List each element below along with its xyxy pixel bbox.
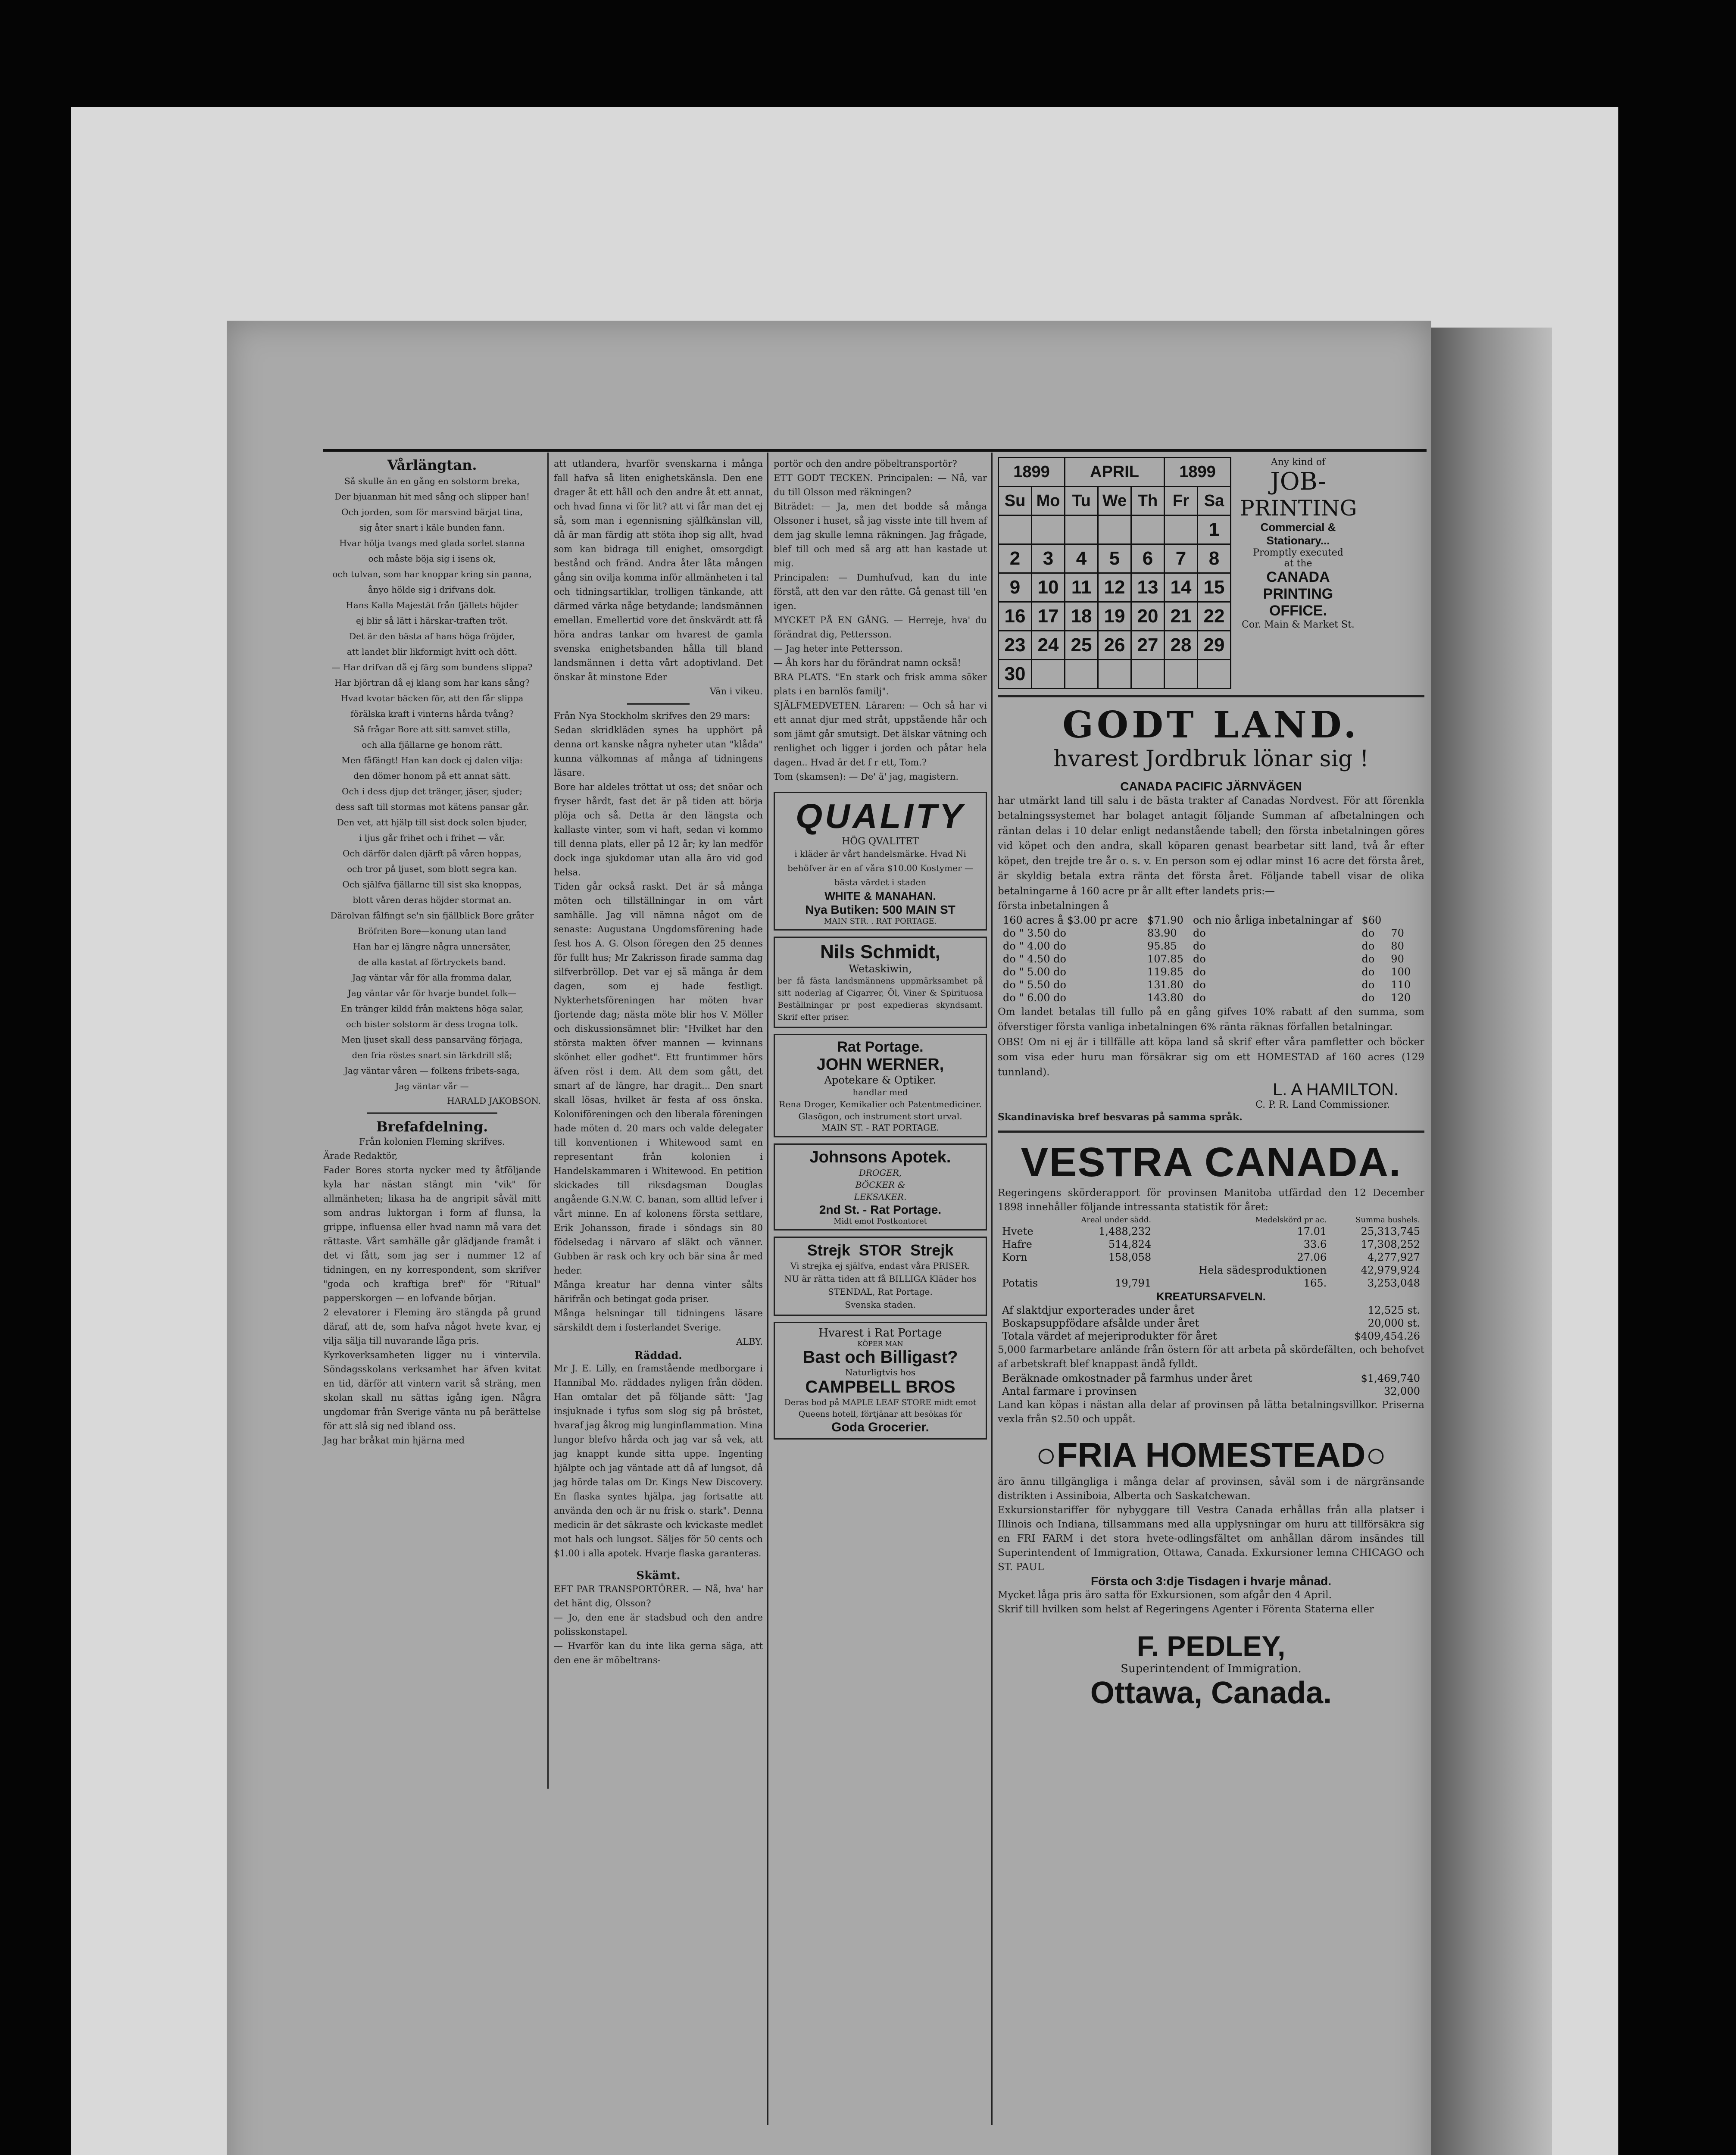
divider (998, 695, 1424, 697)
kreatur-row (999, 1304, 1424, 1316)
vestra-text-3: Land kan köpas i nästan alla delar af provinsen på lätta betalningsvillkor. Priserna vexla från $2.50 och uppåt. (998, 1399, 1424, 1425)
calendar-day (1165, 515, 1198, 544)
heading-d: Skämt. (636, 1569, 681, 1582)
price-row (999, 992, 1415, 1004)
calendar (998, 457, 1231, 689)
vestra-text-2: 5,000 farmarbetare anlände från östern för att arbeta på skördefälten, och behofvet af arbetskraft blef knappast ändå fylldt. (998, 1344, 1424, 1370)
stat-col-head: Areal under sädd. (1081, 1215, 1152, 1224)
farmers-label: Antal farmare i provinsen (1002, 1385, 1137, 1397)
kreatur-head: KREATURSAFVELN. (1156, 1290, 1266, 1303)
calendar-day-header: Su (999, 487, 1032, 515)
heading-c: Räddad. (634, 1349, 682, 1362)
printing-line-11: Cor. Main & Market St. (1242, 619, 1355, 630)
calendar-day: 12 (1098, 573, 1131, 602)
calendar-day: 4 (1065, 544, 1098, 573)
campbell-ad (774, 1322, 987, 1440)
stat-row (999, 1225, 1424, 1237)
article-text-d: BRA PLATS. "En stark och frisk amma söker plats i en barnlös familj". (774, 672, 987, 696)
signature-b: ALBY. (736, 1337, 763, 1347)
quality-sub: HÖG QVALITET (842, 836, 919, 847)
stat-cell: Korn (1002, 1251, 1027, 1263)
werner-head: Rat Portage. (837, 1039, 924, 1055)
werner-name: JOHN WERNER, (816, 1056, 944, 1074)
calendar-day: 25 (1065, 631, 1098, 660)
poem-title: Vårlängtan. (387, 457, 477, 473)
calendar-day: 1 (1198, 515, 1231, 544)
campbell-head: Hvarest i Rat Portage (818, 1327, 942, 1340)
calendar-month: APRIL (1065, 458, 1165, 487)
stat-cell: $409,454.26 (1354, 1330, 1420, 1342)
article-text-e: SJÄLFMEDVETEN. Läraren: — Och så har vi ett annat djur med stråt, uppstående hår och som jämt går smutsigt. Det älskar vätning och renlighet och ligger i jorden och påtar hela dagen.. Hvad är det f r ett, Tom.? Tom (skamsen): — De' ä' jag, magistern. (774, 700, 987, 782)
calendar-week (999, 660, 1231, 689)
schmidt-place: Wetaskiwin, (849, 963, 912, 975)
calendar-week (999, 602, 1231, 631)
calendar-day (1131, 660, 1165, 689)
price-cell: 131.80 (1147, 979, 1183, 991)
calendar-day: 28 (1165, 631, 1198, 660)
godt-land-railway: CANADA PACIFIC JÄRNVÄGEN (1120, 780, 1302, 793)
werner-title: Apotekare & Optiker. (824, 1074, 937, 1086)
homestead-dates: Första och 3:dje Tisdagen i hvarje månad. (1090, 1574, 1332, 1588)
calendar-day: 24 (1032, 631, 1065, 660)
calendar-day: 19 (1098, 602, 1131, 631)
price-cell: do (1361, 966, 1375, 978)
calendar-day: 11 (1065, 573, 1098, 602)
calendar-day: 10 (1032, 573, 1065, 602)
calendar-day: 16 (999, 602, 1032, 631)
price-row (999, 927, 1415, 939)
campbell-end: Goda Grocerier. (831, 1420, 929, 1434)
campbell-firm: CAMPBELL BROS (805, 1377, 955, 1396)
price-cell: do (1361, 940, 1375, 952)
article-text-d: EFT PAR TRANSPORTÖRER. — Nå, hva' har det hänt dig, Olsson? — Jo, den ene är stadsbud och den andre polisskonstapel. — Hvarför kan du inte lika gerna säga, att den ene är möbeltrans- (554, 1584, 763, 1665)
column-rule (991, 453, 993, 2125)
calendar-day: 6 (1131, 544, 1165, 573)
vestra-intro: Regeringens skörderapport för provinsen Manitoba utfärdad den 12 December 1898 innehåller följande intressanta statistik för året: (998, 1187, 1424, 1213)
price-cell: do (1193, 992, 1206, 1004)
price-cell: 100 (1391, 966, 1411, 978)
stat-table (998, 1215, 1424, 1290)
printing-line-10: OFFICE. (1269, 603, 1327, 619)
stat-cell: 25,313,745 (1361, 1225, 1420, 1237)
calendar-day: 26 (1098, 631, 1131, 660)
stat-total-row (999, 1264, 1424, 1276)
campbell-text: Naturligtvis hos (845, 1367, 916, 1377)
stat-cell: 42,979,924 (1361, 1264, 1420, 1276)
calendar-day (1165, 660, 1198, 689)
quality-logo: QUALITY (795, 797, 965, 835)
godt-land-text: har utmärkt land till salu i de bästa trakter af Canadas Nordvest. För att förenkla betalningssystemet har bolaget antagit följande Summan af afbetalningen och räntan delas i 10 delar enligt nedanstående tabell; den första inbetalningen göres vid köpet och den andra, skall köparen genast bearbetar sitt land, två år efter köpet, den trejde tre år o. s. v. En person som ej odlar minst 16 acre det första året, är skyldig betala extra ränta det första året. Följande tabell visar de olika betalningarne å 160 acre pr år allt efter landets pris:— (998, 795, 1424, 897)
column-2 (554, 457, 763, 1668)
farmers-value: 32,000 (1384, 1385, 1420, 1397)
column-1 (323, 457, 541, 1448)
godt-land-text-2: Om landet betalas till fullo på en gång gifves 10% rabatt af den summa, som öfverstiger första vanliga inbetalningen 6% ränta räknas förfallen betalningar. OBS! Om ni ej är i tillfälle att köpa land så skrif efter våra pamfletter och böcker som visa eder huru man försäkrar sig om ett HOMESTAD af 160 acres (129 tunnland). (998, 1006, 1424, 1078)
printing-line-6: Promptly executed (1253, 547, 1343, 558)
article-text-b: ETT GODT TECKEN. Principalen: — Nå, var du till Olsson med räkningen? Biträdet: — Ja, men det bodde så många Olssoner i huset, så jag visste inte till hvem af dem jag skulle lemna räkningen. Jag frågade, blef till och med så arg att han kastade ut mig. Principalen: — Dumhufvud, kan du inte förstå, att den var den rätte. Gå genast till 'en igen. (774, 473, 987, 611)
price-cell: do " 6.00 do (1003, 992, 1066, 1004)
godt-land-signature: L. A HAMILTON. (1273, 1080, 1399, 1099)
johnsons-ad (774, 1143, 987, 1231)
price-cell: do " 5.50 do (1003, 979, 1066, 991)
column-3 (774, 457, 987, 1446)
circle-ornament-icon: ○ (1036, 1436, 1057, 1474)
calendar-day: 14 (1165, 573, 1198, 602)
printing-line-3: PRINTING (1240, 496, 1357, 521)
printing-line-2: JOB- (1270, 468, 1326, 496)
stat-col-head: Medelskörd pr ac. (1255, 1215, 1327, 1224)
stat-blank (999, 1215, 1054, 1224)
calendar-day (1131, 515, 1165, 544)
divider (367, 1112, 497, 1114)
calc-label: Beräknade omkostnader på farmhus under året (1002, 1372, 1252, 1384)
calendar-day (1032, 515, 1065, 544)
stat-cell: 19,791 (1115, 1277, 1152, 1289)
price-cell: do (1193, 940, 1206, 952)
stat-cell: 3,253,048 (1367, 1277, 1420, 1289)
price-cell: 95.85 (1147, 940, 1177, 952)
calendar-day: 29 (1198, 631, 1231, 660)
werner-text: handlar med Rena Droger, Kemikalier och Patentmediciner. Glasögon, och instrument stort urval. (779, 1087, 982, 1121)
calendar-day (1098, 660, 1131, 689)
stat-row (999, 1251, 1424, 1263)
header-rule (323, 449, 1427, 452)
price-cell: 120 (1391, 992, 1411, 1004)
homestead-title (998, 1435, 1424, 1475)
article-text-a: att utlandera, hvarför svenskarna i många fall hafva så liten enighetskänsla. Den ene drager åt ett håll och den andre åt ett annat, och hvad finna vi för lit? att vi får man det ej så, som man i egennisning själfkänslan vill, då är man färdig att stöta ihop sig allt, hvad som kan bidraga till enighet, omsorgdigt bestånd och fränd. Andra åter låta mången gång sin ovilja komma inför allmänheten i tal och tidningsartiklar, trolligen tänkande, att därmed värka någe betydande; landsmännen emellan. Emellertid vore det önskvärdt att få höra andras tankar om hvarest de gamla svenska enighetsbanden hålla till bland landsmännen i detta vårt adoptivland. Det önskar åt minstone Eder (554, 459, 763, 682)
quality-firm: WHITE & MANAHAN. (824, 890, 936, 903)
stat-row (999, 1277, 1424, 1289)
printing-ad (1240, 457, 1356, 630)
poem-text: Så skulle än en gång en solstorm breka, Der bjuanman hit med sång och slipper han! Och jorden, som för marsvind bärjat tina, sig åter snart i käle bunden fann. Hvar hölja tvangs med glada sorlet stanna och måste böja sig i isens ok, och tulvan, som har knoppar kring sin panna, ånyo hölde sig i drifvans dok. Hans Kalla Majestät från fjällets höjder ej blir så lätt i härskar-traften tröt. Det är den bästa af hans höga fröjder, att landet blir likformigt hvitt och dött. — Har drifvan då ej färg som bundens slippa? Har björtran då ej klang som har kans sång? Hvad kvotar bäcken för, att den får slippa förälska kraft i vinterns hårda tvång? Så frågar Bore att sitt samvet stilla, och alla fjällarne ge honom rätt. Men fåfängt! Han kan dock ej dalen vilja: den dömer honom på ett annat sätt. Och i dess djup det tränger, jäser, sjuder; dess saft till stormas mot kätens pansar går. Den vet, att hjälp till sist dock solen bjuder, i ljus går frihet och i frihet — vår. Och därför dalen djärft på våren hoppas, och tror på ljuset, som blott segra kan. Och själfva fjällarne till sist ska knoppas, blott våren deras höjder stormat an. Därolvan fålfingt se'n sin fjällblick Bore gråter Bröfriten Bore—konung utan land Han har ej längre några unnersäter, de alla kastat af förtryckets band. Jag väntar vår för alla fromma dalar, Jag väntar vår för hvarje bundet folk— En tränger kildd från maktens höga salar, och bister solstorm är dess trogna tolk. Men ljuset skall dess pansarväng förjaga, den fria röstes snart sin lärkdrill slå; Jag väntar våren — folkens fribets-saga, Jag väntar vår — (330, 476, 534, 1091)
calendar-day: 21 (1165, 602, 1198, 631)
calendar-day: 17 (1032, 602, 1065, 631)
calendar-day: 20 (1131, 602, 1165, 631)
calendar-day: 27 (1131, 631, 1165, 660)
johnsons-note: Midt emot Postkontoret (834, 1217, 927, 1226)
price-cell: $71.90 (1147, 914, 1183, 926)
calendar-week (999, 573, 1231, 602)
schmidt-ad (774, 937, 987, 1028)
price-cell: do " 3.50 do (1003, 927, 1066, 939)
stat-cell: Hela sädesproduktionen (1199, 1264, 1327, 1276)
stat-header-row (999, 1215, 1424, 1224)
price-cell: 107.85 (1147, 953, 1183, 965)
column-rule (547, 453, 549, 1789)
quality-address: Nya Butiken: 500 MAIN ST (805, 903, 955, 916)
article-text-c: Mr J. E. Lilly, en framstående medborgare i Hannibal Mo. räddades nyligen från döden. Han omtalar det på följande sätt: "Jag insjuknade i tyfus som slog sig på bröstet, hvaraf jag åkrog mig lunginflammation. Mina lungor blefvo hårda och jag var så vek, att jag knappt kunde sitta uppe. Ingenting hjälpte och jag väntade att då af lungsot, då jag hörde talas om Dr. Kings New Discovery. En flaska syntes hjälpa, jag fortsatte att använda den och är nu frisk o. stark". Denna medicin är det säkraste och kvickaste medlet mot hals och lungsot. Säljes för 50 cents och $1.00 i alla apotek. Hvarje flaska garanteras. (554, 1363, 763, 1558)
price-cell: do " 4.00 do (1003, 940, 1066, 952)
quality-text: i kläder är vårt handelsmärke. Hvad Ni behöfver är en af våra $10.00 Kostymer — bästa värdet i staden (787, 849, 973, 887)
kreatur-row (999, 1330, 1424, 1342)
calendar-day: 18 (1065, 602, 1098, 631)
stat-cell: 514,824 (1108, 1238, 1152, 1250)
stat-cell: Totala värdet af mejeriprodukter för året (1002, 1330, 1217, 1342)
letter-text: Ärade Redaktör, Fader Bores storta nycker med ty åtföljande kyla har nästan stängt min "vik" för allmänheten; likasa ha de angripit såväl mitt som andras luktorgan i form af flunsa, la grippe, influensa eller hvad namn må vara det rättaste. Vårt samhälle går glädjande framåt i det vi fått, som jag ser i nummer 12 af tidningen, en ny korrespondent, som skrifver "goda och kraftiga bref" för "Ritual" papperskorgen — en lofvande början. 2 elevatorer i Fleming äro stängda på grund däraf, att de, som hafva något hvete kvar, ej vilja sälja till nuvarande låga pris. Kyrkoverksamheten ligger nu i vintervila. Söndagsskolans verksamhet har äfven kvitat en tid, därför att vintern varit så sträng, men skolan skall nu sättas igång igen. Några ungdomar från Sverige vänta nu på berättelse för att slå sig ned ibland oss. Jag har bråkat min hjärna med (323, 1151, 541, 1446)
price-table (998, 913, 1416, 1005)
price-cell: 70 (1391, 927, 1404, 939)
stat-cell (999, 1264, 1054, 1276)
calendar-day-header: Mo (1032, 487, 1065, 515)
price-cell: 110 (1391, 979, 1411, 991)
divider (998, 1131, 1424, 1133)
printing-line-7: at the (1284, 558, 1312, 569)
stat-cell: Hvete (1002, 1225, 1033, 1237)
calc-table (998, 1371, 1424, 1398)
johnsons-text: DROGER, BÖCKER & LEKSAKER. (854, 1168, 907, 1202)
calendar-day-header: We (1098, 487, 1131, 515)
godt-land-subtitle: hvarest Jordbruk lönar sig ! (1053, 746, 1369, 772)
price-cell: do (1193, 966, 1206, 978)
price-cell: $60 (1361, 914, 1382, 926)
homestead-signature: F. PEDLEY, (1137, 1630, 1286, 1662)
calendar-row (998, 457, 1424, 689)
printing-line-5: Stationary... (1266, 534, 1330, 547)
calendar-day: 8 (1198, 544, 1231, 573)
werner-address: MAIN ST. - RAT PORTAGE. (821, 1122, 939, 1133)
calendar-day: 3 (1032, 544, 1065, 573)
godt-land-note: Skandinaviska bref besvaras på samma språk. (998, 1112, 1243, 1123)
page-fold-shadow (1431, 328, 1552, 2155)
stat-cell: 33.6 (1303, 1238, 1327, 1250)
price-row (999, 914, 1415, 926)
stendal-head: Strejk STOR Strejk (807, 1241, 954, 1259)
godt-land-sig-title: C. P. R. Land Commissioner. (1255, 1099, 1390, 1110)
stat-cell: 4,277,927 (1367, 1251, 1420, 1263)
calendar-day-header: Sa (1198, 487, 1231, 515)
homestead-text-2: Mycket låga pris äro satta för Exkursionen, som afgår den 4 April. Skrif till hvilken som helst af Regeringens Agenter i Förenta Staterna eller (998, 1590, 1374, 1615)
column-rule (767, 453, 768, 2125)
price-cell: 143.80 (1147, 992, 1183, 1004)
letter-subtitle: Från kolonien Fleming skrifves. (359, 1137, 505, 1147)
calendar-day: 15 (1198, 573, 1231, 602)
price-row (999, 979, 1415, 991)
signature-a: Vän i vikeu. (709, 686, 763, 696)
stat-row (999, 1238, 1424, 1250)
poem-author: HARALD JAKOBSON. (447, 1096, 541, 1106)
calendar-day: 30 (999, 660, 1032, 689)
johnsons-name: Johnsons Apotek. (809, 1148, 951, 1166)
stat-cell: Potatis (1002, 1277, 1038, 1289)
price-cell: do (1361, 927, 1375, 939)
stat-cell: 12,525 st. (1368, 1304, 1420, 1316)
price-cell: do (1361, 953, 1375, 965)
price-cell: do (1193, 953, 1206, 965)
stendal-text: Vi strejka ej själfva, endast våra PRISER. NU är rätta tiden att få BILLIGA Kläder hos STENDAL, Rat Portage. Svenska staden. (784, 1261, 977, 1310)
price-cell: do (1193, 979, 1206, 991)
stat-cell: 17.01 (1297, 1225, 1327, 1237)
price-cell: 83.90 (1147, 927, 1177, 939)
price-cell: do " 4.50 do (1003, 953, 1066, 965)
price-cell: do (1361, 992, 1375, 1004)
calendar-year-right: 1899 (1165, 458, 1231, 487)
price-cell: och nio årliga inbetalningar af (1193, 914, 1352, 926)
johnsons-address: 2nd St. - Rat Portage. (819, 1203, 942, 1216)
divider (627, 703, 690, 705)
price-cell: 119.85 (1147, 966, 1183, 978)
calendar-day: 13 (1131, 573, 1165, 602)
price-cell: 90 (1391, 953, 1404, 965)
homestead-place: Ottawa, Canada. (1090, 1676, 1332, 1710)
circle-ornament-icon: ○ (1365, 1436, 1386, 1474)
article-text-b: Från Nya Stockholm skrifves den 29 mars: Sedan skridkläden synes ha upphört på denna ort kanske några nyheter utan "klåda" kunna välkomnas af många af tidningens läsare. Bore har aldeles tröttat ut oss; det snöar och fryser hårdt, fast det är på tiden att börja plöja och så. Detta är den längsta och kallaste vinter, som vi haft, sedan vi kommo till denna plats, eller på 12 år; ky lan medför dock inga sjukdomar utan alla äro vid god helsa. Tiden går också raskt. Det är så många möten och tillställningar in om vårt samhälle. Jag vill nämna något om de senaste: Augustana Ungdomsförening hade fest hos A. G. Olson föregen den 25 dennes för fullt hus; Mr Zakrisson firade samma dag silfverbröllop. Det var ej så många år dem dagen, som ej hade festligt. Nykterhetsföreningen har möten hvar fjortende dag; nästa möte blir hos V. Möller och diskussionsämnet blir: "Hvilket har den största makten öfver mannen — kvinnans skönhet eller godhet". Ett fruntimmer hörs äfven röst i dem. Att dem som gått, det smart af de längre, har dragit... Den snart skall lösas, hvilket är festa af oss önska. Koloniföreningen och den liberala föreningen hade möten d. 20 mars och valde delegater till konventionen i Whitewood samt en representant från kolonien i Handelskammaren i Whitewood. En petition skickades till riksdagsman Douglas angående G.N.W. C. banan, som alltid lefver i vårt minne. En af kolonens första settlare, Erik Johansson, firade i söndags sin 80 födelsedag i närvaro af släkt och vänner. Gubben är rask och kry och bär sina år med heder. Många kreatur har denna vinter sålts härifrån och betingat goda priser. Många helsningar till tidningens läsare särskildt dem i fosterlandet Sverige. (554, 711, 763, 1333)
schmidt-name: Nils Schmidt, (820, 941, 940, 962)
homestead-sig-title: Superintendent of Immigration. (1121, 1662, 1302, 1675)
stat-cell: Af slaktdjur exporterades under året (1002, 1304, 1195, 1316)
calendar-day (1065, 515, 1098, 544)
article-text-a: portör och den andre pöbeltransportör? (774, 459, 957, 469)
schmidt-text: ber få fästa landsmännens uppmärksamhet på sitt noderlag af Cigarrer, Öl, Viner & Spirituosa Beställningar pr post expedieras skyndsamt. Skrif efter priser. (777, 976, 983, 1022)
werner-ad (774, 1034, 987, 1137)
calendar-day: 2 (999, 544, 1032, 573)
campbell-sub: KÖPER MAN (857, 1340, 903, 1348)
quality-ad (774, 792, 987, 931)
stat-cell: Boskapsuppfödare afsålde under året (1002, 1317, 1199, 1329)
calendar-day: 22 (1198, 602, 1231, 631)
right-section (998, 457, 1424, 1711)
stat-cell: 1,488,232 (1098, 1225, 1152, 1237)
calendar-week (999, 544, 1231, 573)
price-cell: 80 (1391, 940, 1404, 952)
letter-title: Brefafdelning. (376, 1118, 488, 1135)
calendar-day (1032, 660, 1065, 689)
kreatur-table (998, 1303, 1424, 1343)
calendar-day-header: Fr (1165, 487, 1198, 515)
printing-line-8: CANADA (1266, 569, 1330, 585)
calendar-day: 23 (999, 631, 1032, 660)
calendar-day-header: Tu (1065, 487, 1098, 515)
calendar-day: 9 (999, 573, 1032, 602)
calendar-day (999, 515, 1032, 544)
stat-cell (1055, 1264, 1155, 1276)
price-cell: do (1361, 979, 1375, 991)
calc-value: $1,469,740 (1361, 1372, 1420, 1384)
campbell-big: Bast och Billigast? (802, 1348, 958, 1367)
stendal-ad (774, 1237, 987, 1316)
quality-address-2: MAIN STR. . RAT PORTAGE. (824, 917, 937, 926)
calendar-day (1098, 515, 1131, 544)
printing-line-4: Commercial & (1260, 521, 1336, 534)
article-text-c: MYCKET PÅ EN GÅNG. — Herreje, hva' du förändrat dig, Pettersson. — Jag heter inte Pettersson. — Åh kors har du förändrat namn också! (774, 615, 987, 668)
campbell-text-2: Deras bod på MAPLE LEAF STORE midt emot Queens hotell, förtjänar att besökas för (784, 1398, 977, 1419)
stat-cell: 20,000 st. (1368, 1317, 1420, 1329)
homestead-title-text: FRIA HOMESTEAD (1056, 1436, 1366, 1474)
printing-line-9: PRINTING (1263, 586, 1333, 602)
calendar-year-left: 1899 (999, 458, 1065, 487)
stat-cell: 165. (1303, 1277, 1327, 1289)
stat-cell: 27.06 (1297, 1251, 1327, 1263)
stat-cell: 158,058 (1108, 1251, 1152, 1263)
printing-line-1: Any kind of (1271, 457, 1326, 468)
calendar-week (999, 631, 1231, 660)
calendar-day: 5 (1098, 544, 1131, 573)
homestead-text: äro ännu tillgängliga i många delar af provinsen, såväl som i de närgränsande distrikten i Assiniboia, Alberta och Saskatchewan. Exkursionstariffer för nybyggare till Vestra Canada erhållas från alla platser i Illinois och Indiana, tillsammans med alla upplysningar om huru att tillförsäkra sig en FRI FARM i det stora hvete-odlingsfältet om anhållan därom insändes till Superintendent of Immigration, Ottawa, Canada. Exkursioner lemna CHICAGO och ST. PAUL (998, 1476, 1424, 1573)
kreatur-row (999, 1317, 1424, 1329)
price-cell: do (1193, 927, 1206, 939)
calendar-day: 7 (1165, 544, 1198, 573)
calendar-day (1065, 660, 1098, 689)
price-cell: do " 5.00 do (1003, 966, 1066, 978)
calendar-week (999, 515, 1231, 544)
price-cell: 160 acres å $3.00 pr acre (1003, 914, 1138, 926)
stat-cell: Hafre (1002, 1238, 1032, 1250)
stat-cell: 17,308,252 (1361, 1238, 1420, 1250)
calendar-day (1198, 660, 1231, 689)
stat-col-head: Summa bushels. (1355, 1215, 1420, 1224)
vestra-title: VESTRA CANADA. (1021, 1139, 1402, 1185)
calendar-day-header: Th (1131, 487, 1165, 515)
price-row (999, 940, 1415, 952)
price-row (999, 953, 1415, 965)
godt-land-table-head: första inbetalningen å (998, 900, 1109, 912)
godt-land-title: GODT LAND. (1062, 703, 1360, 746)
price-row (999, 966, 1415, 978)
